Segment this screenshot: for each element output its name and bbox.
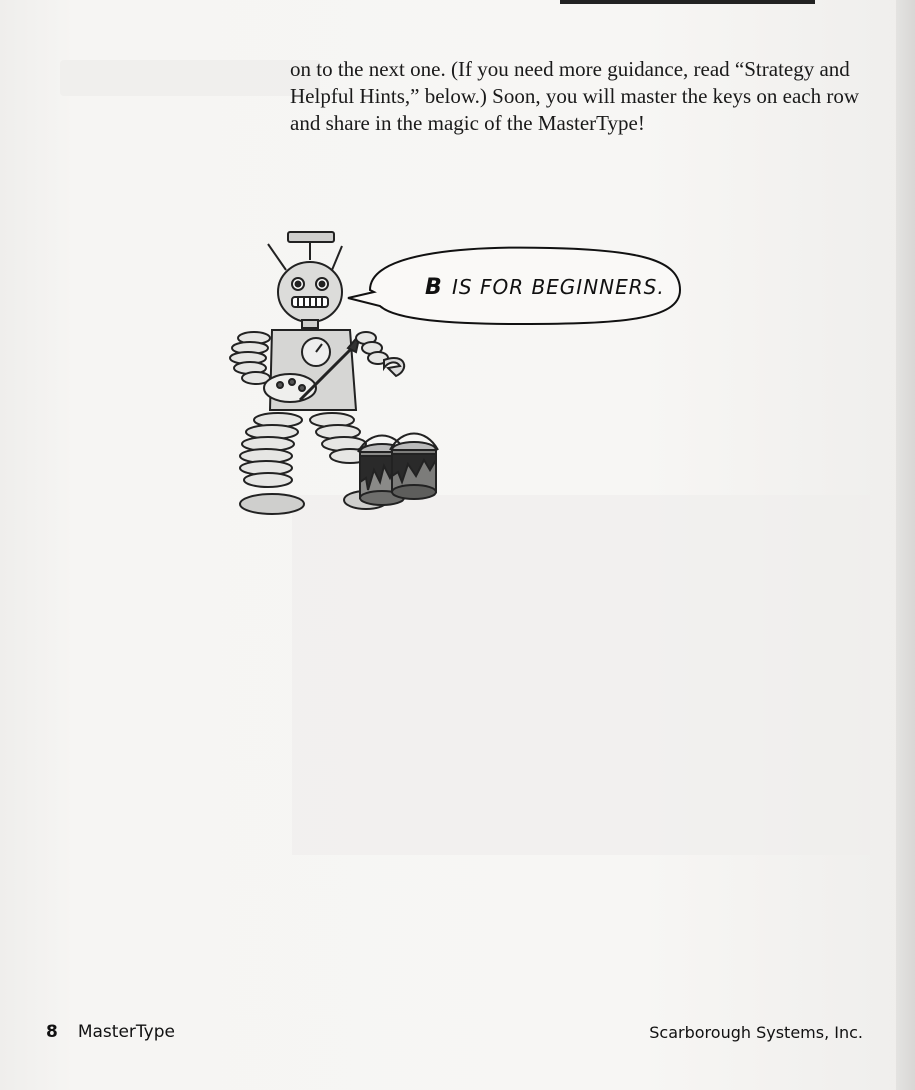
bubble-letter: B [425,275,442,300]
paint-can-icon [390,434,438,500]
page-footer-left [46,1022,175,1042]
speech-bubble [348,248,680,324]
body-paragraph: on to the next one. (If you need more guidance, read “Strategy and Helpful Hints,” below.) Soon, you will master the keys on each row and share in the magic of the MasterType! [290,57,860,135]
footer-publisher: Scarborough Systems, Inc. [649,1023,863,1042]
page-number: 8 [46,1022,58,1042]
footer-title: MasterType [77,1022,175,1042]
bleed-through-box [292,495,870,855]
bleed-through-heading [60,60,320,96]
bubble-caption: IS FOR BEGINNERS. [452,275,665,299]
scan-edge-mark [560,0,815,4]
robot-painter-illustration [220,220,690,530]
body-paragraph-block [290,56,865,137]
page-binding-shadow [896,0,915,1090]
